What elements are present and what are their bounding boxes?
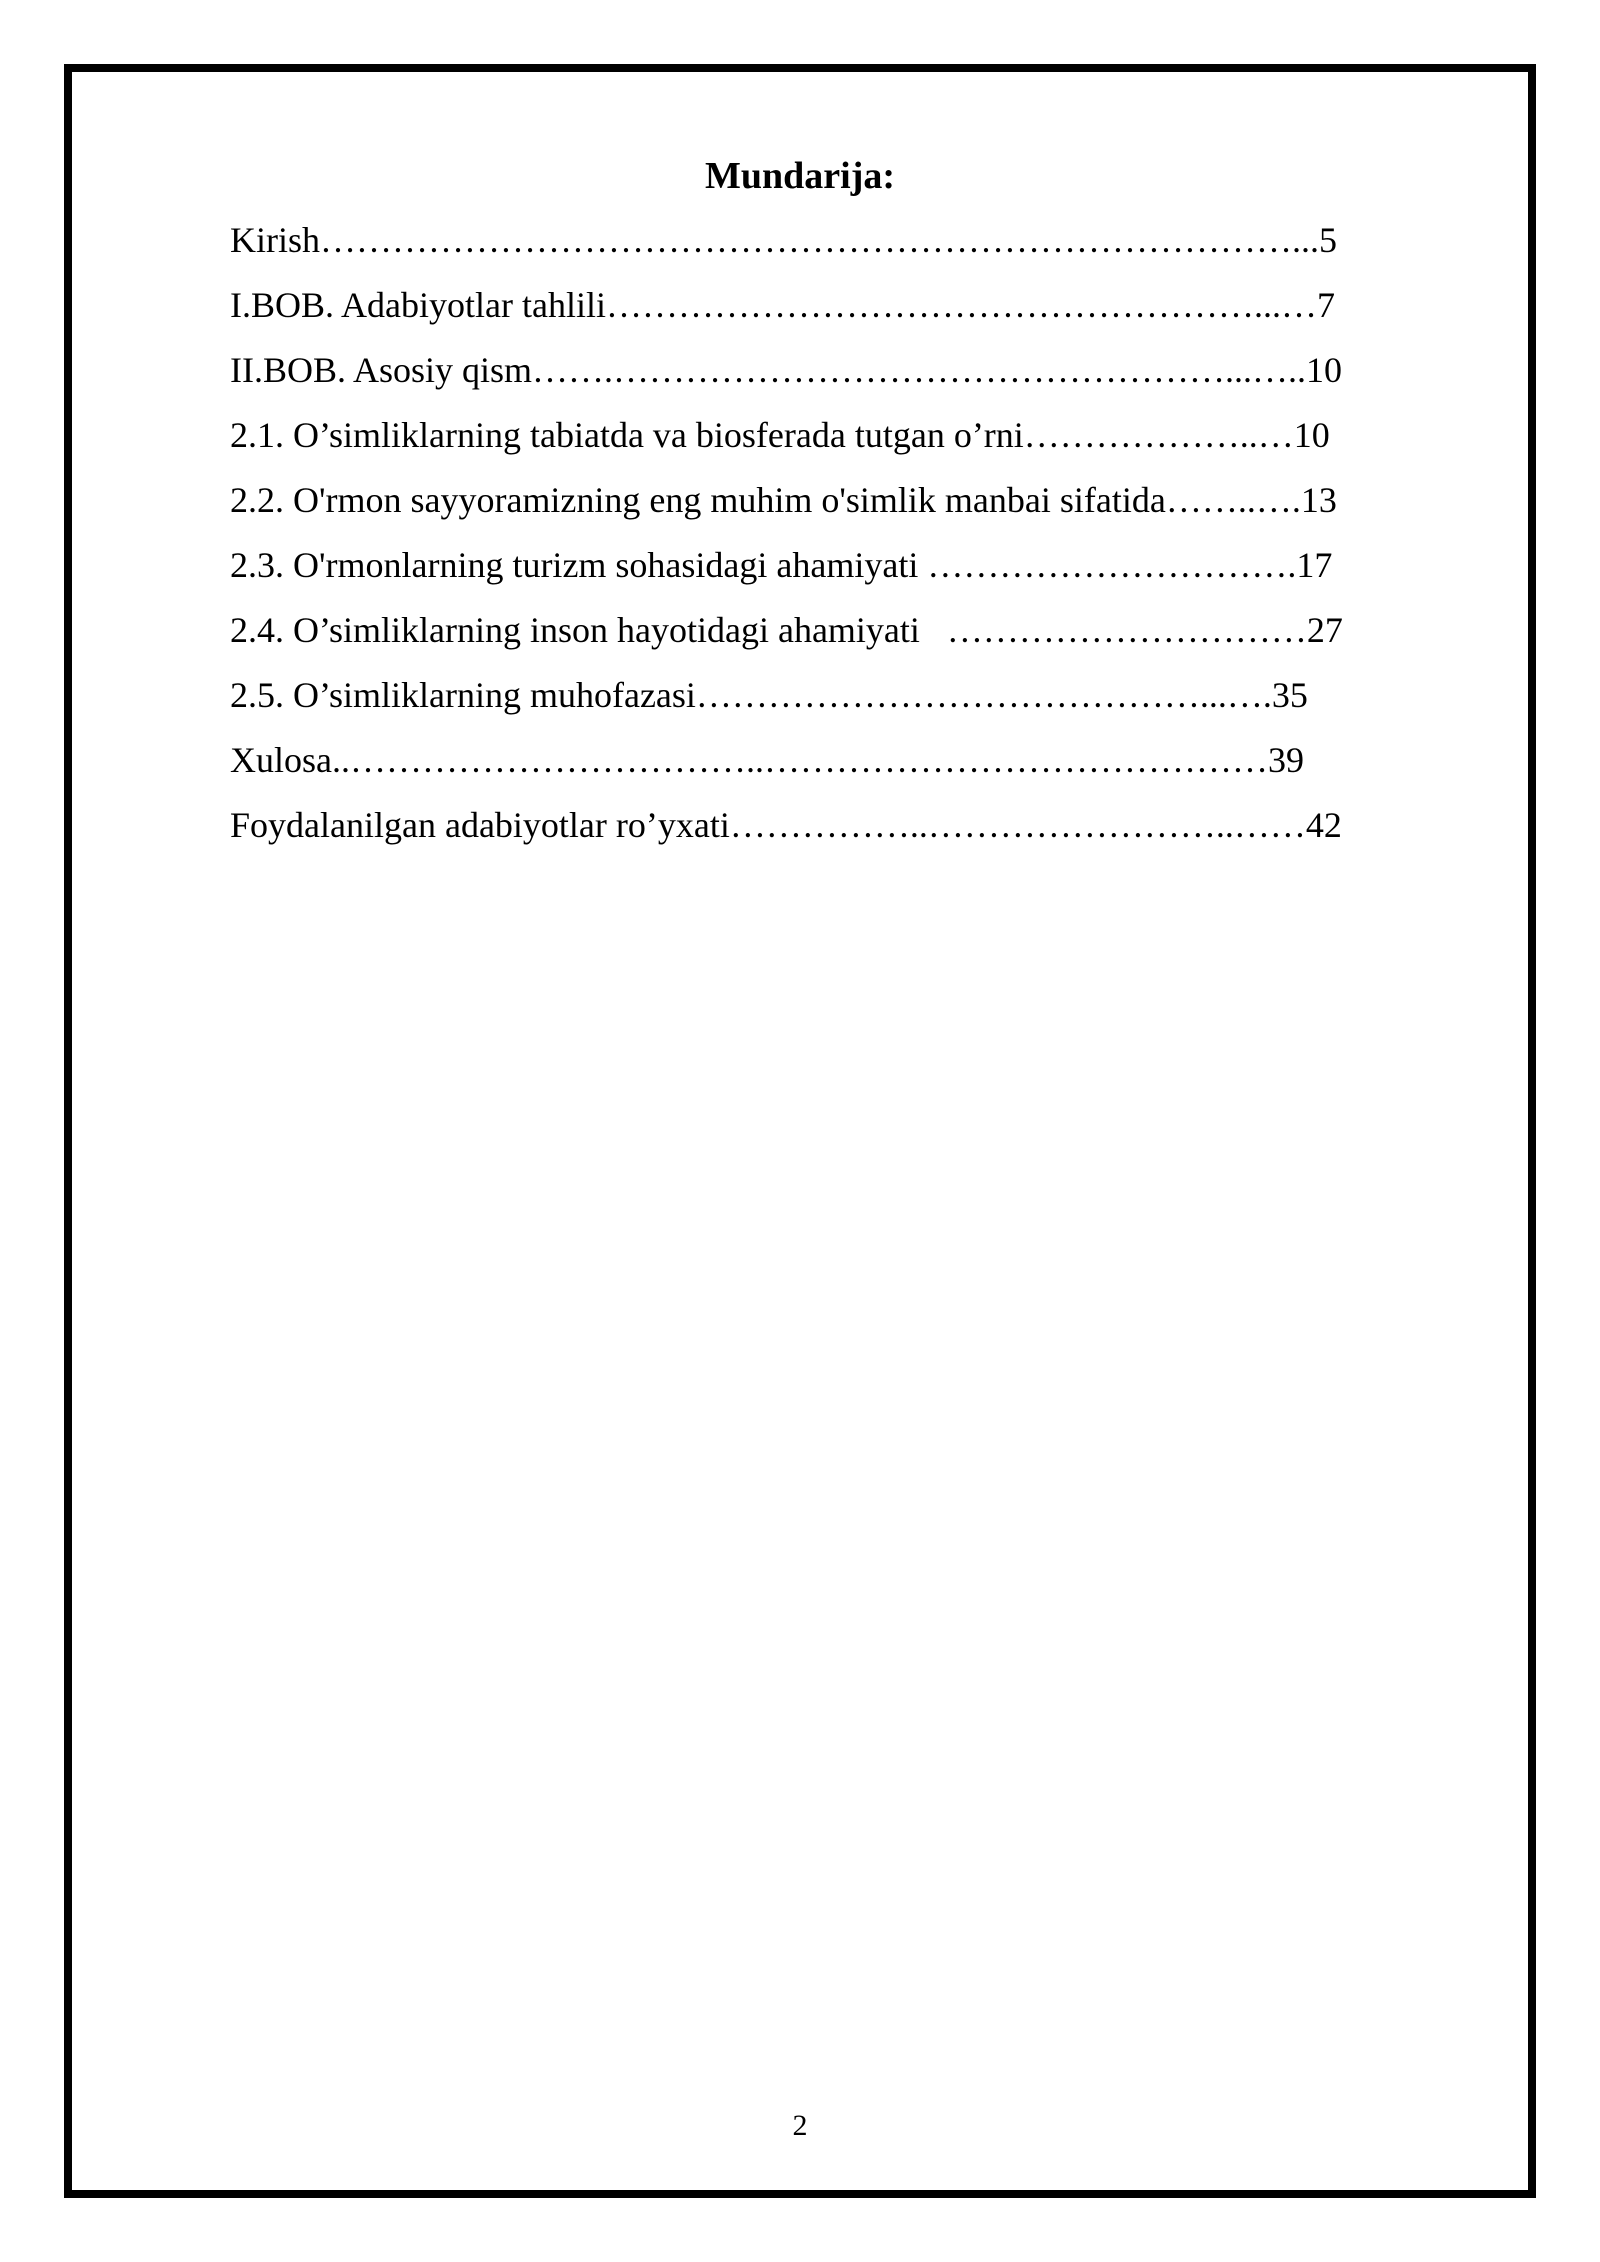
- toc-entry: [230, 215, 1430, 280]
- toc-entry: [230, 735, 1430, 800]
- toc-title: Mundarija:: [705, 155, 895, 197]
- page-number: 2: [792, 2109, 808, 2142]
- toc-entry: [230, 605, 1430, 670]
- toc-entry-text: 2.4. O’simliklarning inson hayotidagi ahamiyati …………………………27: [230, 610, 1343, 650]
- toc-entry-text: 2.3. O'rmonlarning turizm sohasidagi ahamiyati ………………………….17: [230, 545, 1333, 585]
- toc-entry-text: 2.2. O'rmon sayyoramizning eng muhim o'simlik manbai sifatida……..….13: [230, 480, 1337, 520]
- toc-entry-text: Kirish………………………………………………………………………...5: [230, 220, 1337, 260]
- toc-entry-text: I.BOB. Adabiyotlar tahlili………………………………………………...…7: [230, 285, 1335, 325]
- toc-entry-text: Xulosa..……………………………..……………………………………39: [230, 740, 1304, 780]
- toc-entry: [230, 540, 1430, 605]
- table-of-contents: [230, 215, 1430, 865]
- toc-entry-text: Foydalanilgan adabiyotlar ro’yxati……………..……………………..……42: [230, 805, 1342, 845]
- toc-entry: [230, 800, 1430, 865]
- toc-entry-text: II.BOB. Asosiy qism…….……………………………………………...…..10: [230, 350, 1343, 390]
- toc-entry: [230, 345, 1430, 410]
- toc-entry-text: 2.1. O’simliklarning tabiatda va biosferada tutgan o’rni………………..…10: [230, 415, 1330, 455]
- toc-entry-text: 2.5. O’simliklarning muhofazasi……………………………………...….35: [230, 675, 1308, 715]
- toc-entry: [230, 475, 1430, 540]
- toc-entry: [230, 670, 1430, 735]
- toc-entry: [230, 280, 1430, 345]
- toc-entry: [230, 410, 1430, 475]
